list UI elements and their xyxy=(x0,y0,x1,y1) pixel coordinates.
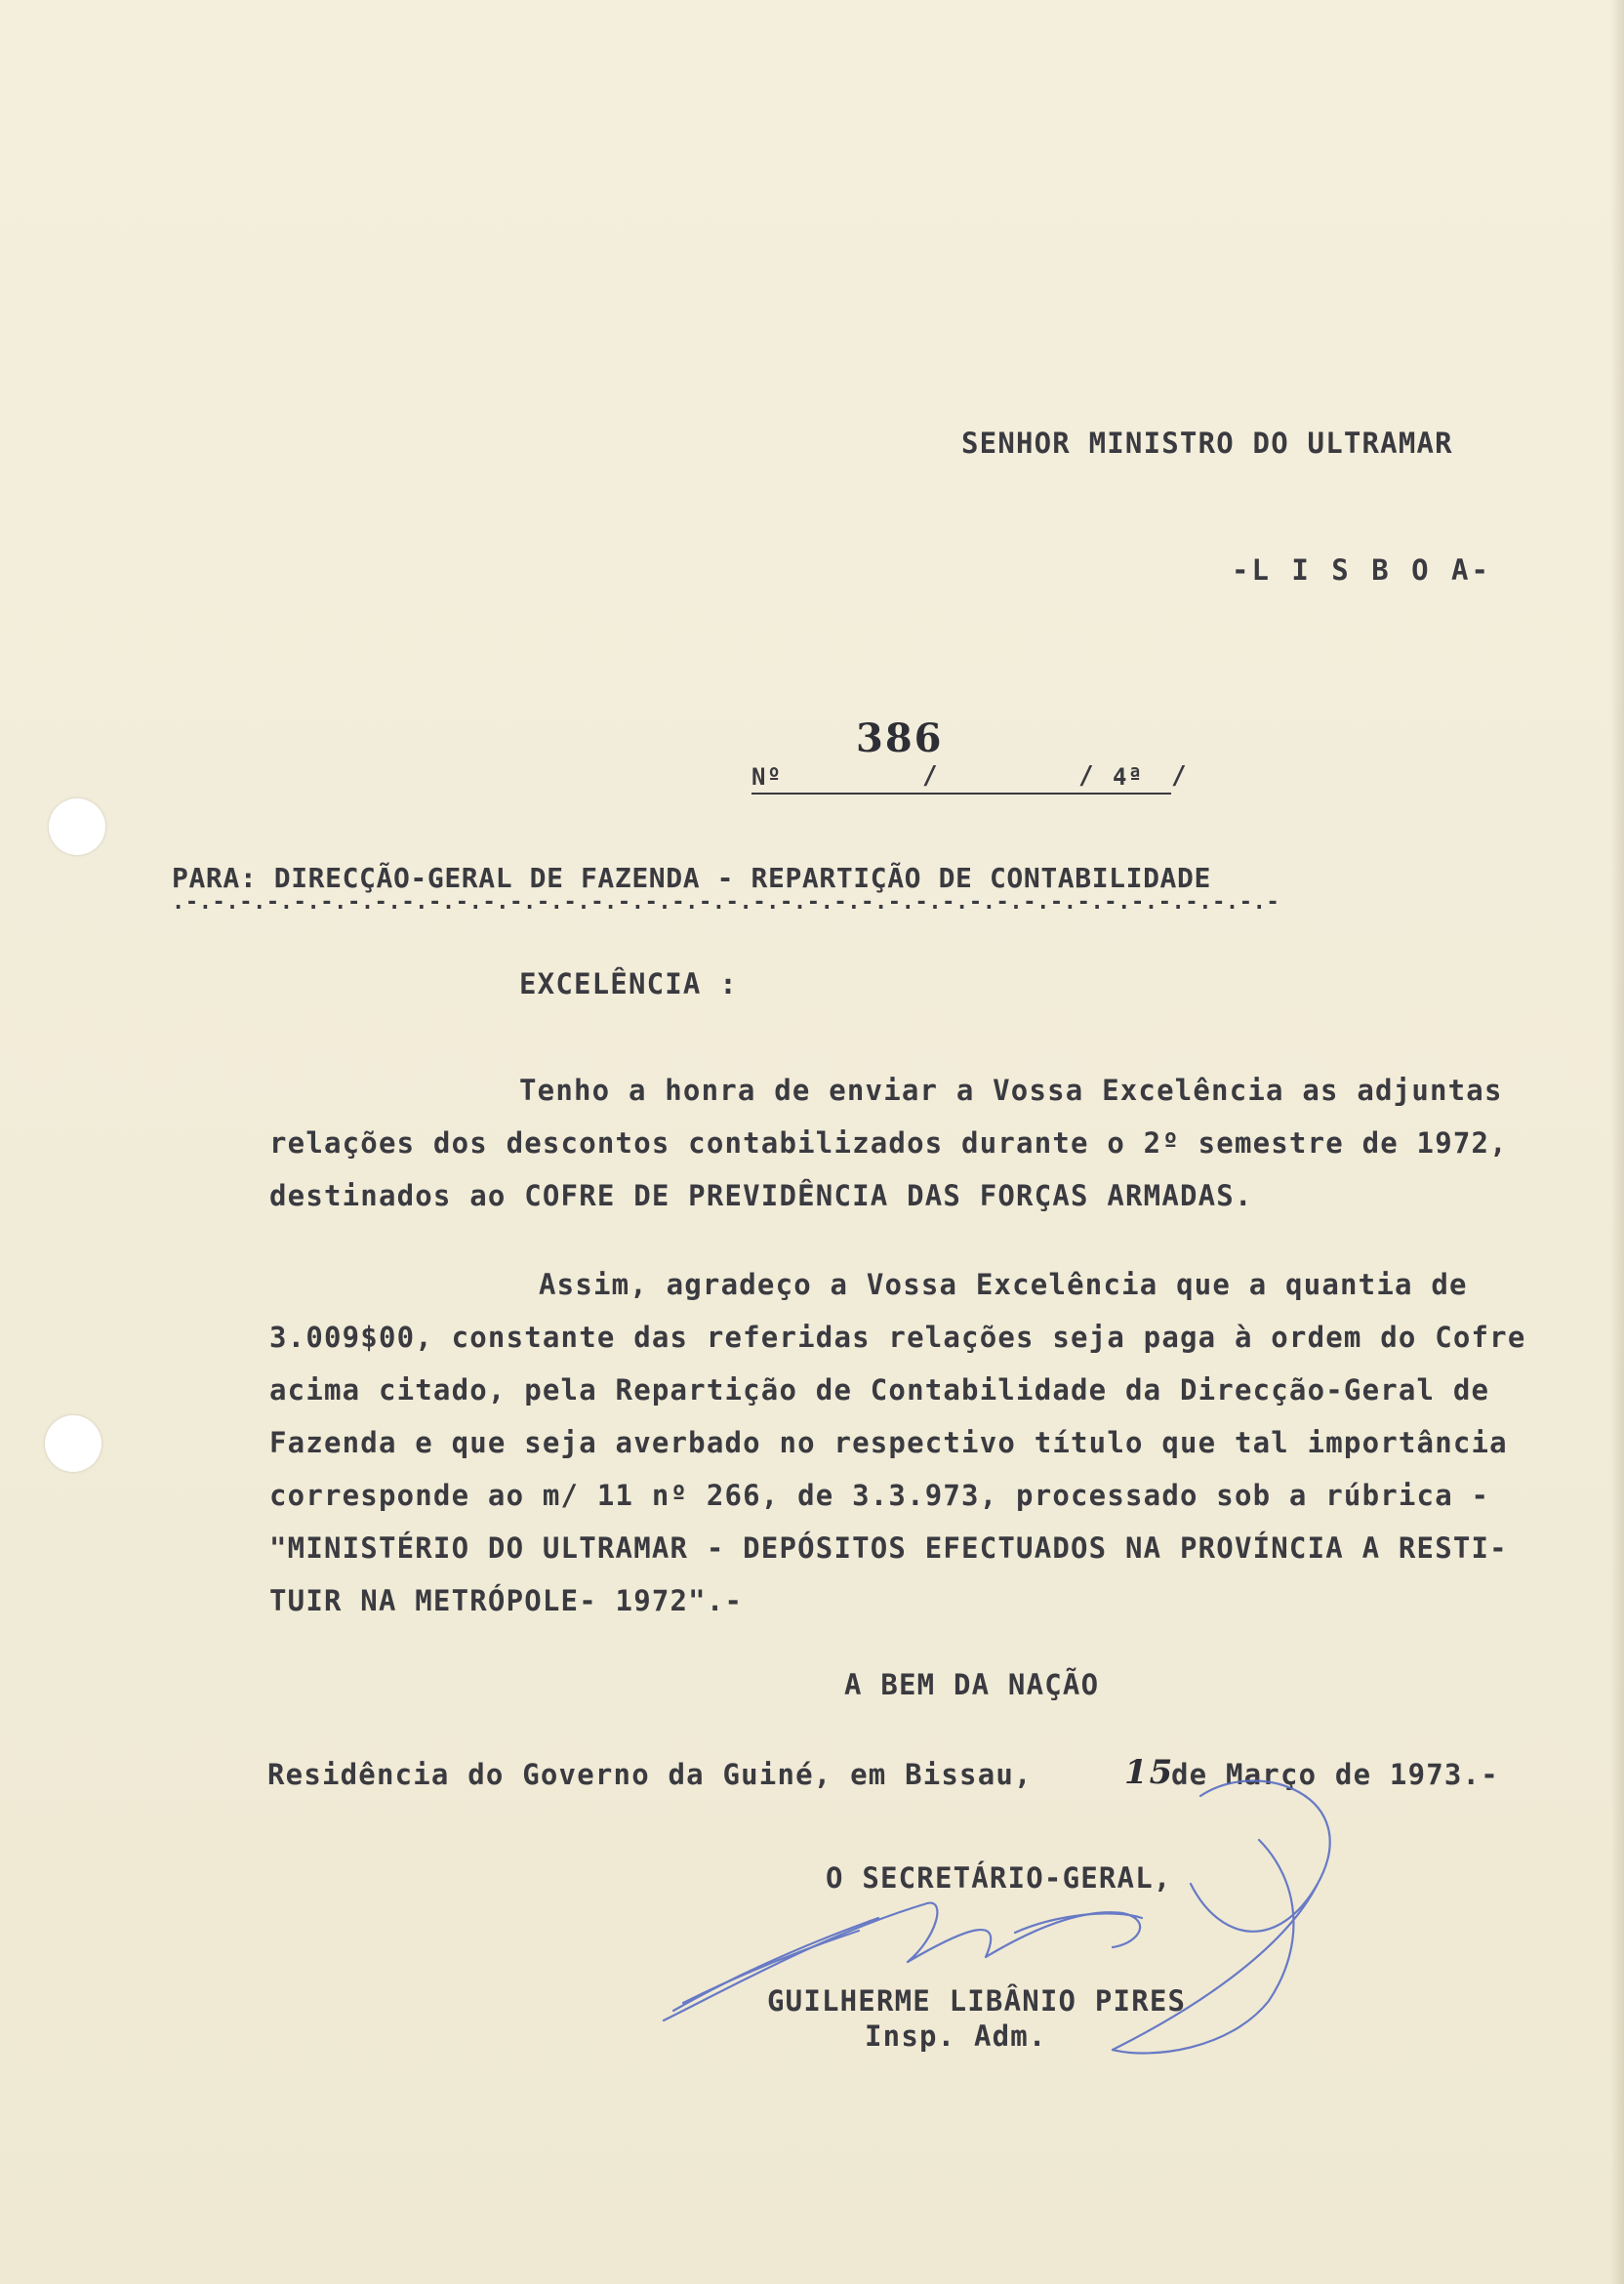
paragraph-line: TUIR NA METRÓPOLE- 1972".- xyxy=(269,1584,744,1617)
addressee-line: PARA: DIRECÇÃO-GERAL DE FAZENDA - REPARTIÇÃO DE CONTABILIDADE xyxy=(172,862,1211,894)
paragraph-line: Tenho a honra de enviar a Vossa Excelência as adjuntas xyxy=(519,1074,1503,1107)
reference-label: Nº xyxy=(751,763,783,791)
reference-separator-2: / xyxy=(1078,761,1095,791)
reference-suffix: 4ª xyxy=(1113,763,1144,791)
handwritten-reference-number: 386 xyxy=(856,715,944,761)
paragraph-line: 3.009$00, constante das referidas relações seja paga à ordem do Cofre xyxy=(269,1321,1526,1354)
signatory-position: Insp. Adm. xyxy=(865,2019,1047,2053)
recipient-title: SENHOR MINISTRO DO ULTRAMAR xyxy=(961,427,1453,460)
paragraph-line: Fazenda e que seja averbado no respectivo título que tal importância xyxy=(269,1426,1508,1459)
paragraph-line: corresponde ao m/ 11 nº 266, de 3.3.973, processado sob a rúbrica - xyxy=(269,1479,1490,1512)
paragraph-line: "MINISTÉRIO DO ULTRAMAR - DEPÓSITOS EFECTUADOS NA PROVÍNCIA A RESTI- xyxy=(269,1531,1508,1565)
reference-separator-1: / xyxy=(922,761,939,791)
paragraph-line: destinados ao COFRE DE PREVIDÊNCIA DAS FORÇAS ARMADAS. xyxy=(269,1179,1253,1212)
reference-separator-3: / xyxy=(1171,761,1188,791)
signatory-title: O SECRETÁRIO-GERAL, xyxy=(826,1861,1172,1895)
recipient-city: -L I S B O A- xyxy=(1232,553,1491,587)
closing-formula: A BEM DA NAÇÃO xyxy=(844,1668,1100,1701)
handwritten-day: 15 xyxy=(1124,1753,1175,1792)
addressee-dashed-underline: .-.-.-.-.-.-.-.-.-.-.-.-.-.-.-.-.-.-.-.-.-.-.-.-.-.-.-.-.-.-.-.-.-.-.-.-.-.-.-.-.- xyxy=(172,890,1280,915)
paragraph-line: relações dos descontos contabilizados durante o 2º semestre de 1972, xyxy=(269,1126,1508,1160)
salutation: EXCELÊNCIA : xyxy=(519,967,738,1000)
signatory-name: GUILHERME LIBÂNIO PIRES xyxy=(767,1984,1187,2018)
place-date-prefix: Residência do Governo da Guiné, em Bissau, xyxy=(267,1758,1033,1791)
paragraph-line: Assim, agradeço a Vossa Excelência que a quantia de xyxy=(539,1268,1468,1301)
place-date-suffix: de Março de 1973.- xyxy=(1171,1758,1499,1791)
paragraph-line: acima citado, pela Repartição de Contabilidade da Direcção-Geral de xyxy=(269,1373,1490,1407)
